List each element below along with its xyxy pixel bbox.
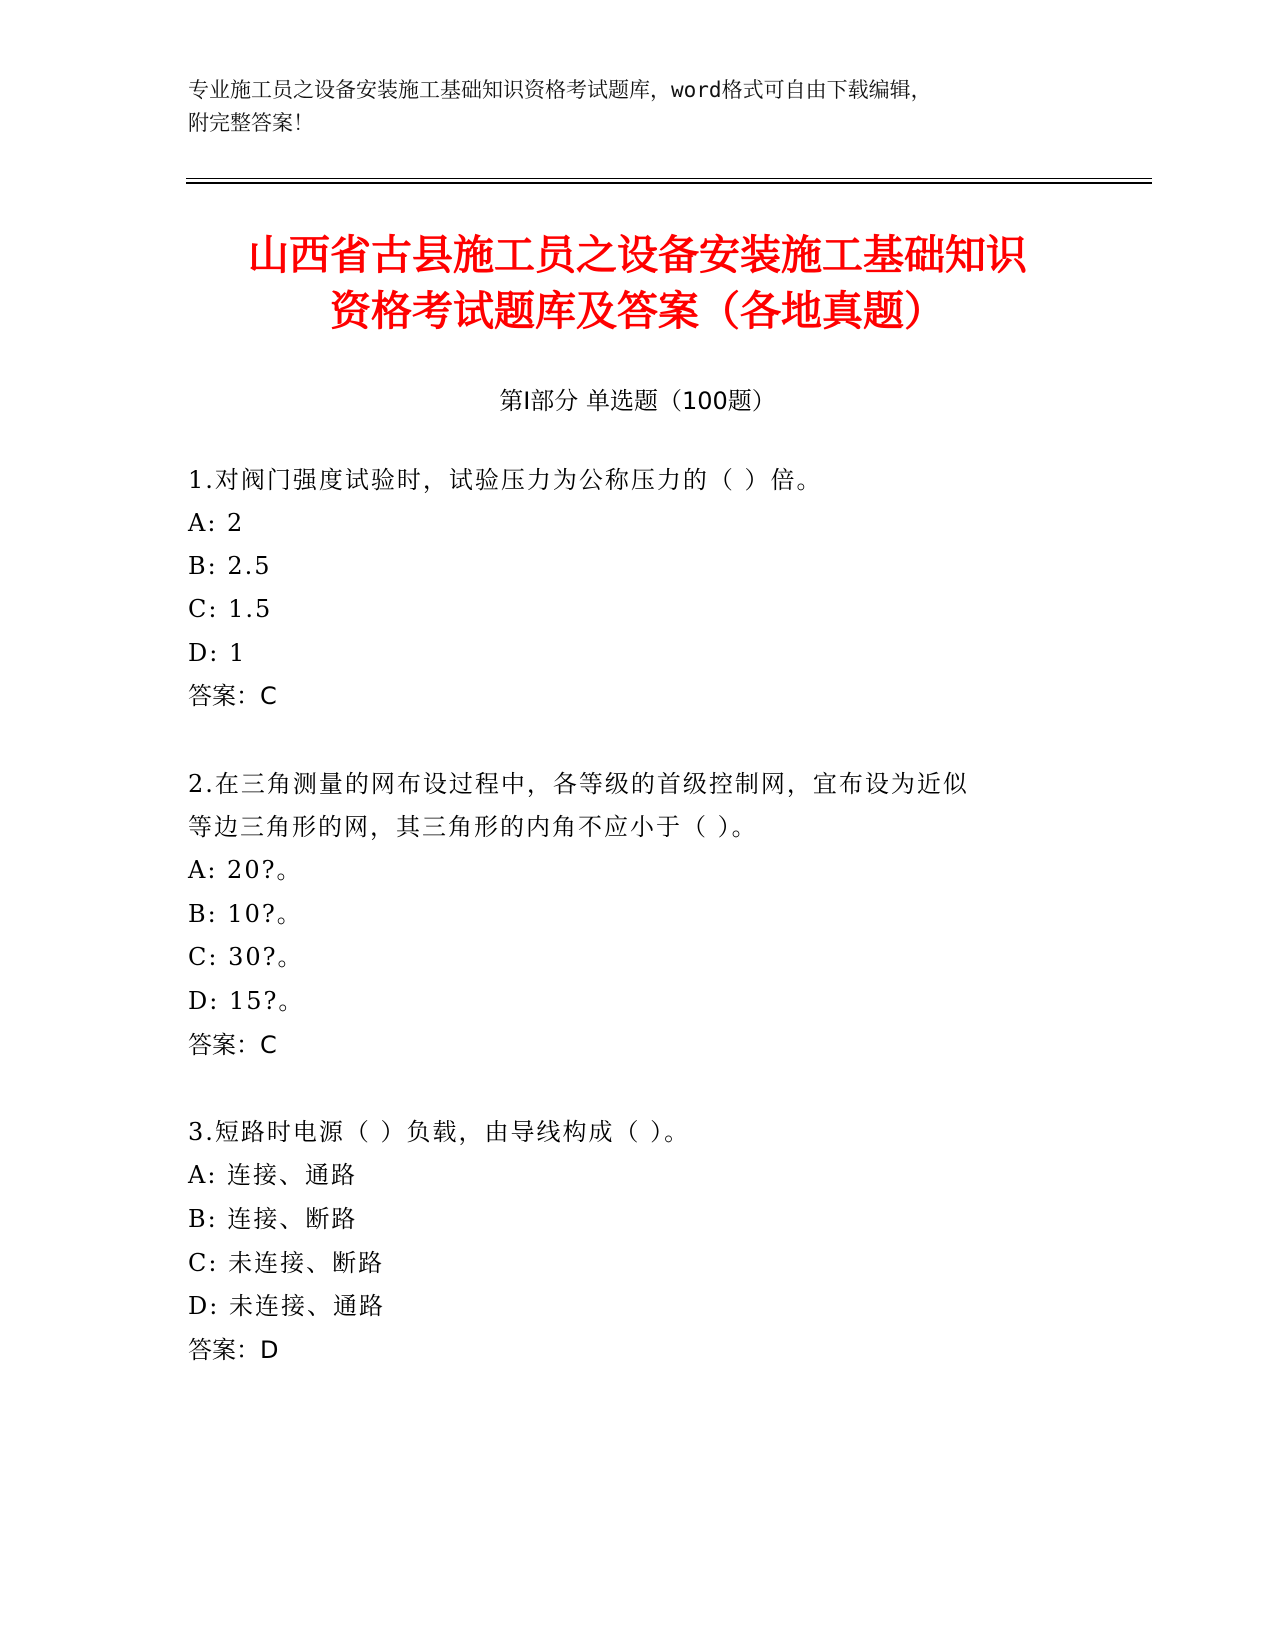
section-heading: 第Ⅰ部分 单选题（100题） <box>499 387 776 415</box>
question-1-option-c: C: 1.5 <box>188 595 273 623</box>
header-note-line-2: 附完整答案！ <box>188 111 314 135</box>
header-note <box>188 74 1088 140</box>
question-2-option-a: A: 20?。 <box>188 856 303 884</box>
question-3-option-d: D: 未连接、通路 <box>188 1292 385 1320</box>
header-divider-thick <box>186 182 1152 184</box>
question-2-option-d: D: 15?。 <box>188 987 305 1015</box>
question-1-option-a: A: 2 <box>188 509 245 537</box>
question-3-option-b: B: 连接、断路 <box>188 1205 358 1233</box>
question-3-stem: 3.短路时电源（ ）负载，由导线构成（ ）。 <box>188 1118 691 1146</box>
question-2-option-c: C: 30?。 <box>188 943 304 971</box>
question-1-option-b: B: 2.5 <box>188 552 272 580</box>
header-divider-thin <box>186 178 1152 179</box>
question-1-answer: 答案：C <box>188 682 277 710</box>
question-3-answer: 答案：D <box>188 1336 279 1364</box>
document-title <box>150 227 1125 339</box>
header-note-line-1: 专业施工员之设备安装施工基础知识资格考试题库，word格式可自由下载编辑， <box>188 78 932 102</box>
question-2-stem-line-1: 2.在三角测量的网布设过程中，各等级的首级控制网，宜布设为近似 <box>188 770 969 798</box>
question-2-answer: 答案：C <box>188 1031 277 1059</box>
question-1-stem: 1.对阀门强度试验时，试验压力为公称压力的（ ）倍。 <box>188 466 823 494</box>
question-1-option-d: D: 1 <box>188 639 247 667</box>
question-2-option-b: B: 10?。 <box>188 900 303 928</box>
question-3-option-c: C: 未连接、断路 <box>188 1249 385 1277</box>
question-2-stem-line-2: 等边三角形的网，其三角形的内角不应小于（ ）。 <box>188 813 758 841</box>
document-title-line-2: 资格考试题库及答案（各地真题） <box>330 287 945 335</box>
question-3-option-a: A: 连接、通路 <box>188 1161 358 1189</box>
document-title-line-1: 山西省古县施工员之设备安装施工基础知识 <box>248 231 1027 279</box>
